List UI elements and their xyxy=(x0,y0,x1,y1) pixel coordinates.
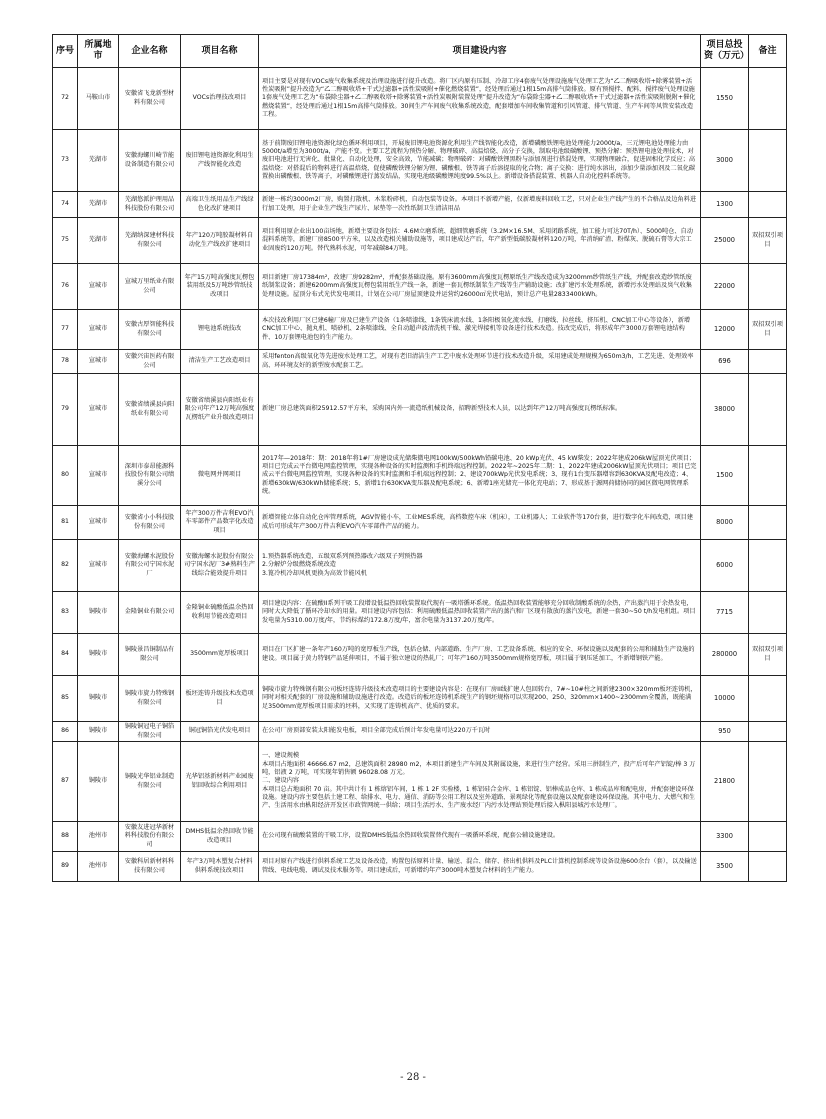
cell-content: 2017年—2018年：期：2018年将1#厂房建设成光储柴微电网100kW/500kWh铅碳电池、20 kWp光伏、45 kW柴发；2022年建成206kW屋顶光伏项目；项目已完成云平台微电网监控管理，实现各种设备的实时监测和手机终端远程控制。2022年~2025年二期：1、2022年建成2006kW屋顶光伏项目；项目已完成云平台微电网监控管理，实现各种设备的实时监测和手机端远程控制；2、建设700kWp光伏发电系统；3、现有1台变压器增容到630KVA及配电改造；4、新增630kW/630kWh储能系统；5、新增1台630KVA变压器及配电系统；6、新增1座光储充一体化充电站；7、形成基于源网荷储协同的园区微电网管理系统。 xyxy=(259,446,701,506)
table-row xyxy=(53,592,787,634)
cell-seq: 81 xyxy=(53,506,78,540)
cell-company: 芜湖纳深建材科技有限公司 xyxy=(119,218,181,264)
cell-content: 项目建设内容：在硫酸II系列干吸工段增设低温热回收装置取代现有一吸塔循环系统。低温热回收装置能够充分回收制酸系统的余热，产出蒸汽用于余热发电，同时大大降低了循环冷却水的用量。项目建设内容包括：利用硫酸低温热回收装置产出的蒸汽和厂区现有散放的蒸汽发电，新建一套30~50 t/h发电机组。项目发电量为5310.00万度/年，节约标煤约172.8万度/年，富余电量为3137.20万度/年。 xyxy=(259,592,701,634)
cell-project: 光华铝基新材料产业园废铝回收综合利用项目 xyxy=(181,742,259,822)
cell-investment: 7715 xyxy=(701,592,749,634)
cell-company: 宣城万里纸业有限公司 xyxy=(119,264,181,310)
cell-investment: 3300 xyxy=(701,822,749,852)
cell-remark xyxy=(749,68,787,130)
table-row xyxy=(53,218,787,264)
table-row xyxy=(53,130,787,192)
table-row xyxy=(53,446,787,506)
cell-city: 铜陵市 xyxy=(78,742,119,822)
header-remark: 备注 xyxy=(749,35,787,68)
header-seq: 序号 xyxy=(53,35,78,68)
cell-seq: 89 xyxy=(53,852,78,882)
table-row xyxy=(53,822,787,852)
cell-seq: 73 xyxy=(53,130,78,192)
cell-city: 马鞍山市 xyxy=(78,68,119,130)
cell-remark xyxy=(749,742,787,822)
cell-company: 安徽友进冠华新材料科技股份有限公司 xyxy=(119,822,181,852)
table-row xyxy=(53,852,787,882)
table-row xyxy=(53,742,787,822)
cell-remark xyxy=(749,264,787,310)
cell-city: 铜陵市 xyxy=(78,634,119,676)
cell-city: 芜湖市 xyxy=(78,218,119,264)
cell-seq: 83 xyxy=(53,592,78,634)
cell-content: 项目利用原企业出100亩场地，新增主要设备包括：4.6M立磨系统、超细管磨系统（3.2M×16.5M、采用闭路系统，加工能力可达70T/h）、5000吨仓、自动混料系统等，新建厂房8500平方米，以及改造相关辅助设施等，项目建成达产后，年产新型低碳胶凝材料120万吨，年消纳矿渣、粉煤灰、脱硫石膏等大宗工业固废约120万吨。替代熟料水泥，可年减碳84万吨。 xyxy=(259,218,701,264)
cell-city: 宣城市 xyxy=(78,506,119,540)
cell-city: 宣城市 xyxy=(78,540,119,592)
cell-remark xyxy=(749,446,787,506)
table-body xyxy=(53,68,787,882)
cell-remark xyxy=(749,540,787,592)
cell-project: 废旧锂电池资源化利用生产线智能化改造 xyxy=(181,130,259,192)
table-row xyxy=(53,374,787,446)
cell-company: 安徽古厚智能科技有限公司 xyxy=(119,310,181,350)
cell-city: 铜陵市 xyxy=(78,722,119,742)
cell-investment: 6000 xyxy=(701,540,749,592)
cell-content: 铜陵市旋力特殊钢有限公司板坯连铸升级技术改造项目的主要建设内容是：在现有厂房II线扩建人包回转台，7#~10#柱之间新建2300×320mm板坯连铸机，同时对相关配套的厂房设施和辅助设施进行改造。改造后的板坯连铸机系统生产的钢坯规格可以实现200、250、320mm×1400~2300mm全覆盖，既能满足3500mm宽厚板项目需求的坯料，又实现了连铸机高产、优质的要求。 xyxy=(259,676,701,722)
header-investment: 项目总投资（万元） xyxy=(701,35,749,68)
cell-company: 安徽海螺水泥股份有限公司宁国水泥厂 xyxy=(119,540,181,592)
cell-seq: 87 xyxy=(53,742,78,822)
table-row xyxy=(53,310,787,350)
cell-company: 安徽科居新材料科技有限公司 xyxy=(119,852,181,882)
cell-project: 板坯连铸升级技术改造项目 xyxy=(181,676,259,722)
cell-investment: 3500 xyxy=(701,852,749,882)
table-row xyxy=(53,350,787,374)
cell-content: 本次技改利用厂区已建6幢厂房及已建生产设备（1条喷漆线、1条铣床流水线、1条阳极氧化流水线、打磨线、拉丝线、挤压机、CNC加工中心等设备），新增CNC加工中心、抛丸机、喷砂机、2条喷漆线、全自动超声波清洗机干燥、激光焊接机等设备进行技术改造。技改完成后，将形成年产3000万套锂电池结构件、10万套锂电池包的生产能力。 xyxy=(259,310,701,350)
cell-project: 年产120万吨胶凝材料自动化生产线改扩建项目 xyxy=(181,218,259,264)
cell-company: 安徽省绩溪县向阳纸业有限公司 xyxy=(119,374,181,446)
cell-remark xyxy=(749,506,787,540)
table-row xyxy=(53,722,787,742)
cell-content: 新增智能立体自动化仓库管理系统，AGV智能小车，工业MES系统，高档数控车床（机床），工业机器人；工业软件等170台套，进行数字化车间改造，项目建成后可形成年产300万件吉利EVO汽车零部件产品的能力。 xyxy=(259,506,701,540)
cell-city: 铜陵市 xyxy=(78,676,119,722)
cell-city: 宣城市 xyxy=(78,264,119,310)
cell-company: 安徽省小小科技股份有限公司 xyxy=(119,506,181,540)
cell-remark xyxy=(749,676,787,722)
cell-city: 池州市 xyxy=(78,822,119,852)
cell-seq: 76 xyxy=(53,264,78,310)
cell-seq: 84 xyxy=(53,634,78,676)
cell-seq: 75 xyxy=(53,218,78,264)
cell-investment: 12000 xyxy=(701,310,749,350)
project-table-page xyxy=(52,34,786,882)
cell-investment: 1300 xyxy=(701,192,749,218)
table-row xyxy=(53,506,787,540)
table-row xyxy=(53,634,787,676)
cell-content: 1.预热器系统改造，五级双系列预热器改六级双子列预热器 2.分解炉分级燃烧系统改造 3.篦冷机冷却风机更换为高效节能风机 xyxy=(259,540,701,592)
cell-remark xyxy=(749,592,787,634)
cell-city: 宣城市 xyxy=(78,310,119,350)
cell-project: 年产3万吨木塑复合材料供料系统技改项目 xyxy=(181,852,259,882)
cell-investment: 10000 xyxy=(701,676,749,722)
table-row xyxy=(53,540,787,592)
cell-content: 项目对原有产线进行供料系统工艺及设备改造，购置包括原料计量、输送、混合、储存、挤出机供料及PLC计算机控制系统等设备设施600余台（套），以及输送管线、电线电缆、调试及技术服务等。项目建成后，可新增约年产3000吨木塑复合材料的生产能力。 xyxy=(259,852,701,882)
cell-remark: 双招双引项目 xyxy=(749,218,787,264)
cell-project: 年产15万吨高强度瓦楞包装用纸及5万吨纱管纸技改项目 xyxy=(181,264,259,310)
cell-remark xyxy=(749,350,787,374)
cell-investment: 950 xyxy=(701,722,749,742)
cell-content: 一、建设规模 本项目占地面积 46666.67 m2，总建筑面积 28980 m2，本项目新建生产车间及其附属设施，来进行生产经营。采用三拼制生产，投产后可年产铝锭/棒 3 万吨，铝液 2 万吨，可实现年销售额 96028.08 万元。 二、建设内容 本项目总占地面积 70 亩。其中共计有 1 栋熔铝车间，1 栋 1 2F 实验楼，1 栋铝硅合金库、1 栋铝锭、铝棒成品仓库、1 栋成品库和配电房，并配套建设环保设施。建设内容主要包括土建工程、给排水、电力、通信、消防等公用工程以及室外道路、景观绿化等配套设施以及配套建设环保设施。其中电力、大燃气和生产、生活用水由枞阳经济开发区市政管网统一供给；项目生活污水、生产废水经厂内污水处理站预处理后接入枞阳县城污水处理厂。 xyxy=(259,742,701,822)
cell-seq: 79 xyxy=(53,374,78,446)
cell-content: 新建厂房总建筑面积25912.57平方米，采购国内外一流造纸机械设备，招聘新型技术人员，以达到年产12万吨高强度瓦楞纸标准。 xyxy=(259,374,701,446)
cell-city: 宣城市 xyxy=(78,446,119,506)
header-project: 项目名称 xyxy=(181,35,259,68)
cell-city: 铜陵市 xyxy=(78,592,119,634)
cell-investment: 1500 xyxy=(701,446,749,506)
cell-city: 宣城市 xyxy=(78,350,119,374)
cell-seq: 80 xyxy=(53,446,78,506)
cell-investment: 21800 xyxy=(701,742,749,822)
cell-seq: 78 xyxy=(53,350,78,374)
cell-company: 铜陵铜冠电子铜箔有限公司 xyxy=(119,722,181,742)
cell-remark xyxy=(749,130,787,192)
cell-investment: 38000 xyxy=(701,374,749,446)
cell-investment: 280000 xyxy=(701,634,749,676)
cell-seq: 74 xyxy=(53,192,78,218)
cell-project: 清洁生产工艺改造项目 xyxy=(181,350,259,374)
cell-remark xyxy=(749,852,787,882)
cell-seq: 82 xyxy=(53,540,78,592)
cell-project: 高端卫生纸用品生产线绿色化改扩建项目 xyxy=(181,192,259,218)
cell-investment: 25000 xyxy=(701,218,749,264)
cell-content: 在公司现有硫酸装置的干吸工序，设置DMHS低温余热回收装置替代现有一吸循环系统，配套公辅设施建设。 xyxy=(259,822,701,852)
header-city: 所属地市 xyxy=(78,35,119,68)
cell-project: 安徽省绩溪县向阳纸业有限公司年产12万吨高强度瓦楞纸产业升级改造项目 xyxy=(181,374,259,446)
cell-investment: 22000 xyxy=(701,264,749,310)
cell-investment: 696 xyxy=(701,350,749,374)
cell-remark xyxy=(749,374,787,446)
cell-project: 微电网并网项目 xyxy=(181,446,259,506)
table-header-row xyxy=(53,35,787,68)
cell-seq: 77 xyxy=(53,310,78,350)
table-row xyxy=(53,264,787,310)
cell-city: 芜湖市 xyxy=(78,192,119,218)
page-number: - 28 - xyxy=(400,1072,426,1083)
cell-content: 项目新建厂房17384m²，改建厂房9282m²，并配套基础设施。原有3600mm高强度瓦楞原纸生产线改造成为3200mm纱管纸生产线，并配套改造纱管纸废纸制浆设备；新建6200mm高强度瓦楞包装用纸生产线一条，新建一套瓦楞纸制浆生产线等生产辅助设施；改扩建污水处理系统，新增污水处理站及臭气收集处理设施。屋顶分布式光伏发电项目，计划在公司厂房屋顶建设并运营约26000㎡光伏电站，预计总产电量2833400kWh。 xyxy=(259,264,701,310)
cell-city: 芜湖市 xyxy=(78,130,119,192)
cell-company: 铜陵市旋力特殊钢有限公司 xyxy=(119,676,181,722)
cell-investment: 3000 xyxy=(701,130,749,192)
table-row xyxy=(53,68,787,130)
cell-seq: 85 xyxy=(53,676,78,722)
cell-project: VOCs治理技改项目 xyxy=(181,68,259,130)
header-content: 项目建设内容 xyxy=(259,35,701,68)
cell-content: 采用fenton高级氧化等先进废水处理工艺，对现有老旧清洁生产工艺中废水处理环节进行技术改造升级，采用建成处理规模为650m3/h，工艺先进、处理效率高、环环境友好的新型废水配套工艺。 xyxy=(259,350,701,374)
cell-city: 池州市 xyxy=(78,852,119,882)
cell-company: 安徽海螺川崎节能设备制造有限公司 xyxy=(119,130,181,192)
cell-seq: 88 xyxy=(53,822,78,852)
cell-seq: 86 xyxy=(53,722,78,742)
cell-company: 安徽省飞龙新型材料有限公司 xyxy=(119,68,181,130)
cell-project: 年产300万件吉利EVO汽车零部件产品数字化改造项目 xyxy=(181,506,259,540)
cell-company: 芜湖悠派护理用品科技股份有限公司 xyxy=(119,192,181,218)
cell-seq: 72 xyxy=(53,68,78,130)
cell-investment: 8000 xyxy=(701,506,749,540)
cell-content: 新建一栋约3000m2厂房，购置打散机、木浆粉碎机、自动包装等设备。本项目不新增产能，仅新增废料回收工艺，只对企业生产线产生的不合格品及边角料进行加工处理，用于企业生产线生产尿片、尿垫等一次性纸制卫生清洁用品 xyxy=(259,192,701,218)
cell-city: 宣城市 xyxy=(78,374,119,446)
cell-company: 深圳市泰昂能源科技股份有限公司绩溪分公司 xyxy=(119,446,181,506)
project-table xyxy=(52,34,787,882)
cell-content: 在公司厂房顶部安装太阳能发电板，项目全部完成后预计年发电量可达220万千瓦时 xyxy=(259,722,701,742)
cell-project: 金隆铜业硫酸低温余热回收利用节能改造项目 xyxy=(181,592,259,634)
table-row xyxy=(53,676,787,722)
cell-remark xyxy=(749,822,787,852)
cell-remark: 双招双引项目 xyxy=(749,310,787,350)
header-company: 企业名称 xyxy=(119,35,181,68)
cell-content: 项目在厂区扩建一条年产160万吨的宽厚板生产线，包括仓储、内部道路、生产厂房、工艺设备系统、相应的安全、环保设施以及配套的公用和辅助生产设施的建设。项目属于黄力特钢产品延伸项目，不属于独立建设的热轧厂；可年产160万吨3500mm规格宽厚板，项目属于钢压延加工，不新增钢铁产能。 xyxy=(259,634,701,676)
cell-project: 锂电池系统技改 xyxy=(181,310,259,350)
cell-content: 基于前期废旧锂电池资源化绿色循环利用项目，开展废旧锂电池资源化利用生产线智能化改造，新增磷酸铁锂电池处理能力2000t/a，三元锂电池处理能力由5000t/a增至为3000t/a，产能不变。主要工艺流程为预热分解、物理破碎、高温焙烧、高分子交换，制取电池级碳酸锂、预热分解：预热锂电池处理技术，对废旧电池进行无害化、批量化、自动化处理，安全高效，节能减碳；物理破碎：对磷酸铁锂黑粉与添加剂进行搭混处理，实现物理融合，促进固相化学反应；高温焙烧：对搭混后的物料进行高温焙烧，促使磷酸铁锂分解为锂、磷酸根、铁等离子后溶提取的化合物；离子交换：进行纯水溶出，添加少量添加剂及二氧化碳置换出磷酸根、铁等离子，对磷酸锂进行蒸发结晶，实现电池级碳酸锂纯度99.5%以上。新增设备搭混装置、机器人自动化控料系统等。 xyxy=(259,130,701,192)
cell-remark xyxy=(749,722,787,742)
cell-investment: 1550 xyxy=(701,68,749,130)
cell-company: 铜陵景昌铜制品有限公司 xyxy=(119,634,181,676)
cell-remark: 双招双引项目 xyxy=(749,634,787,676)
cell-remark xyxy=(749,192,787,218)
cell-project: DMHS低温余热回收节能改造项目 xyxy=(181,822,259,852)
cell-project: 安徽海螺水泥股份有限公司宁国水泥厂3#熟料生产线综合能效提升项目 xyxy=(181,540,259,592)
cell-company: 安徽兴宙医药有限公司 xyxy=(119,350,181,374)
cell-company: 金隆铜业有限公司 xyxy=(119,592,181,634)
cell-project: 3500mm宽厚板项目 xyxy=(181,634,259,676)
cell-content: 项目主要是对现有VOCs废气收集系统及治理设施进行提升改造。将厂区内原有压制、冷却工序4套废气处理设施废气处理工艺为“乙二醇吸收塔+除雾装置+活性炭吸附”提升改造为“乙二醇吸收塔+干式过滤器+活性炭吸附+催化燃烧装置”，经处理后通过1根15m高排气筒排放。原有预搅拌、配料、搅拌废气处理设施1套废气处理工艺为“布袋除尘器+乙二醇吸收塔+除雾装置+活性炭吸附装置处理”提升改造为“布袋除尘器+乙二醇吸收塔+干式过滤器+活性炭吸附脱附+催化燃烧装置”，经处理后通过1根15m高排气筒排放。30间生产车间废气收集系统改造，配套增加车间收集管道和引风管道、排气管道、生产车间等风管安装改造工程。 xyxy=(259,68,701,130)
cell-company: 铜陵光华铝业制造有限公司 xyxy=(119,742,181,822)
table-row xyxy=(53,192,787,218)
cell-project: 铜冠铜箔光伏发电项目 xyxy=(181,722,259,742)
